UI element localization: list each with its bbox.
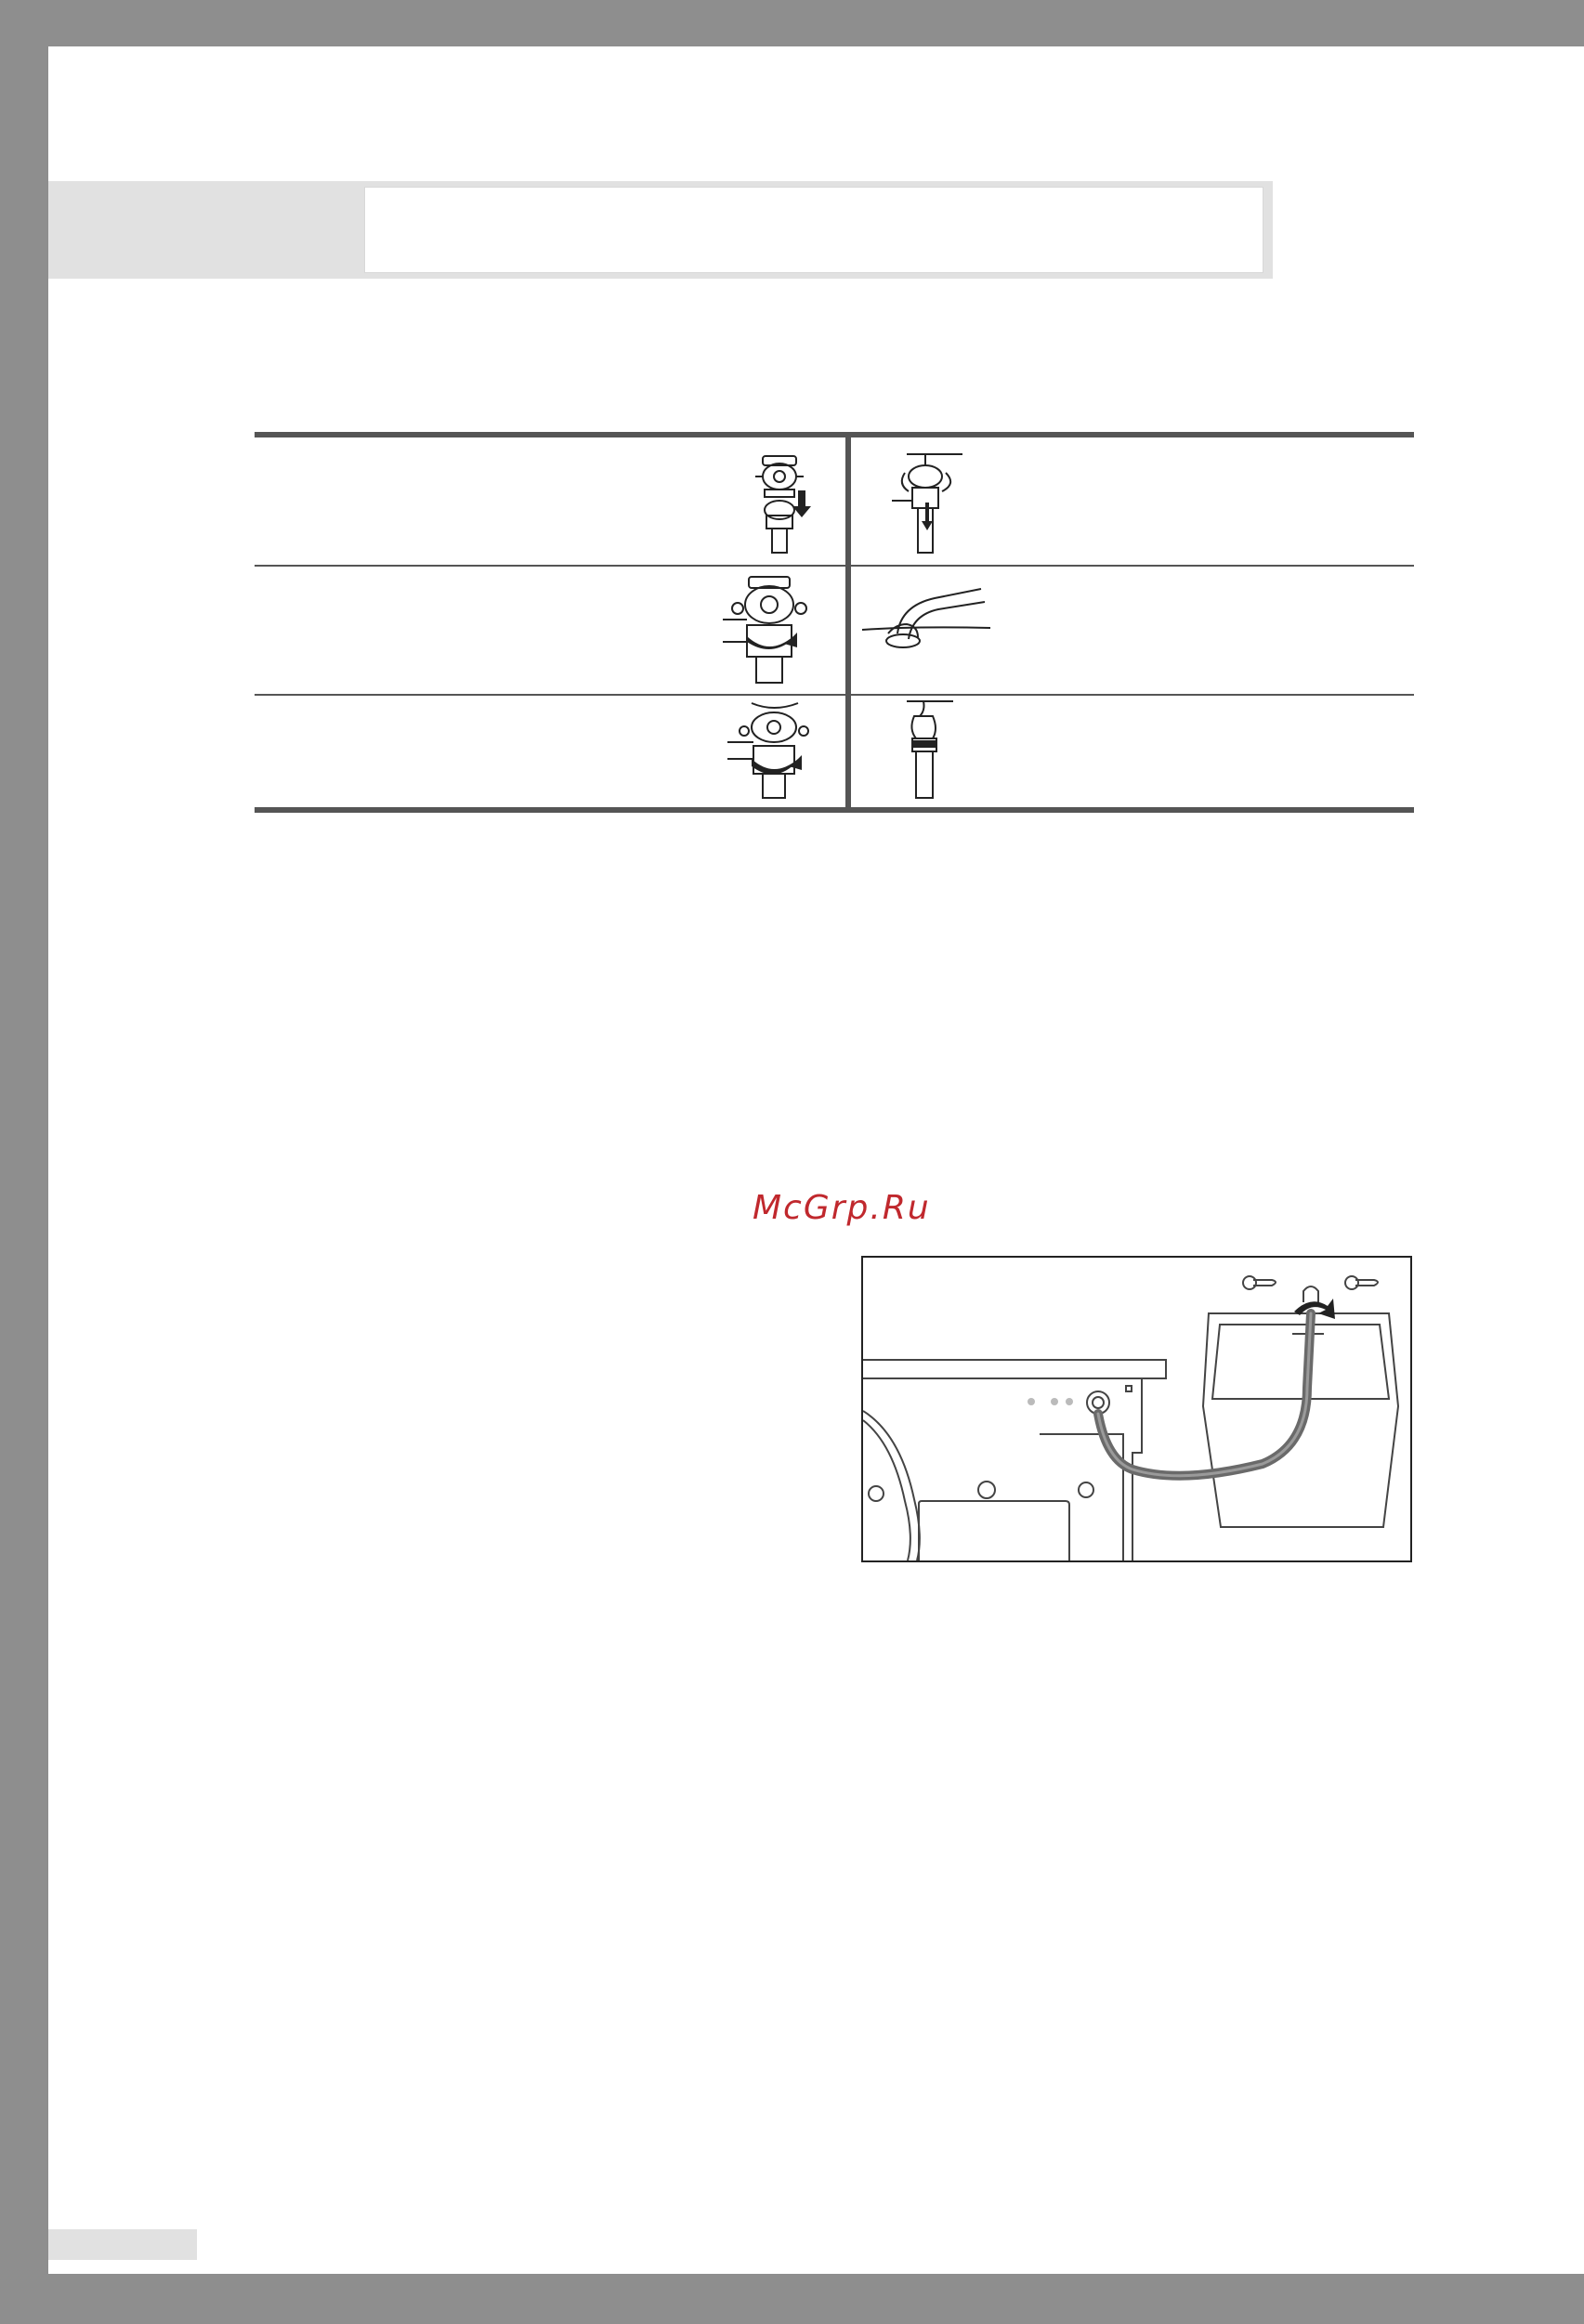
- hose-connect-icon: [860, 578, 995, 671]
- hose-connection-steps-table: [255, 432, 1414, 813]
- adaptor-screws-icon: [719, 571, 821, 692]
- section-title-box: [364, 187, 1263, 273]
- manual-page: [48, 46, 1584, 2274]
- step-cell-6: [851, 696, 1436, 824]
- step-cell-1: [255, 437, 840, 566]
- drain-hose-to-sink-illustration: [861, 1256, 1412, 1562]
- page-number-tab: [48, 2229, 197, 2260]
- hose-tap-check-icon: [888, 698, 962, 800]
- installation-drawing: [863, 1258, 1410, 1560]
- adaptor-lower-part-icon: [742, 449, 817, 555]
- faucet-connect-icon: [888, 447, 972, 556]
- step-cell-4: [851, 567, 1436, 695]
- step-cell-2: [851, 437, 1436, 566]
- step-cell-5: [255, 696, 840, 824]
- watermark-text: McGrp.Ru: [753, 1189, 931, 1227]
- adaptor-tighten-icon: [724, 699, 826, 802]
- step-cell-3: [255, 567, 840, 695]
